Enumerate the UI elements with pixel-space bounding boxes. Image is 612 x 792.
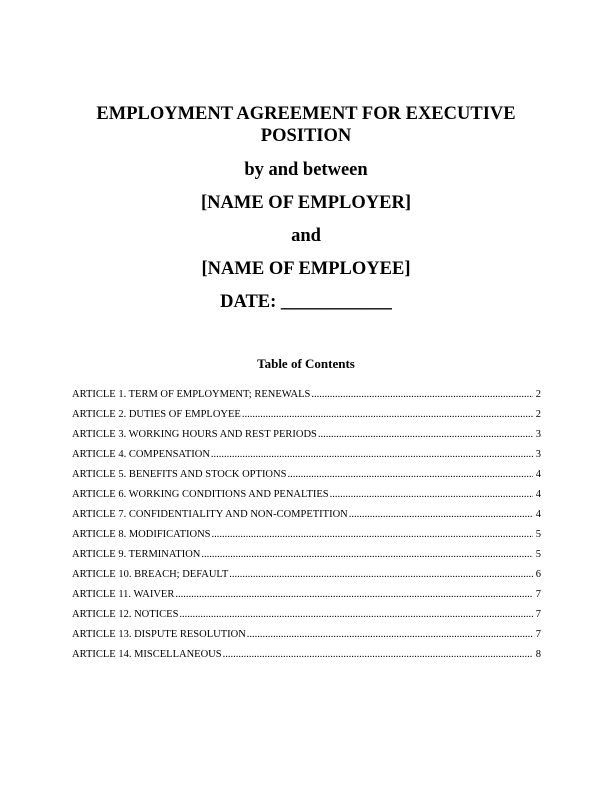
employer-name: [NAME OF EMPLOYER] xyxy=(201,193,411,213)
toc-heading: Table of Contents xyxy=(257,356,355,371)
toc-entry-title: ARTICLE 6. WORKING CONDITIONS AND PENALTIES xyxy=(72,489,329,500)
toc-entry[interactable] xyxy=(72,508,541,528)
toc-entry[interactable] xyxy=(72,448,541,468)
toc-entry[interactable] xyxy=(72,628,541,648)
document-title-line-2: POSITION xyxy=(260,126,352,146)
toc-entry-title: ARTICLE 2. DUTIES OF EMPLOYEE xyxy=(72,409,241,420)
toc-dot-leader xyxy=(223,648,533,662)
by-and-between: by and between xyxy=(244,160,368,180)
toc-entry-title: ARTICLE 14. MISCELLANEOUS xyxy=(72,649,222,660)
toc-entry-page-number: 2 xyxy=(535,409,541,420)
toc-entry[interactable] xyxy=(72,388,541,408)
toc-dot-leader xyxy=(212,528,533,542)
toc-entry-page-number: 5 xyxy=(535,549,541,560)
date-line: DATE: ____________ xyxy=(220,292,392,312)
toc-entry-page-number: 8 xyxy=(535,649,541,660)
toc-entry-page-number: 5 xyxy=(535,529,541,540)
toc-dot-leader xyxy=(287,468,532,482)
toc-entry-page-number: 7 xyxy=(535,589,541,600)
toc-entry[interactable] xyxy=(72,468,541,488)
toc-entry-title: ARTICLE 10. BREACH; DEFAULT xyxy=(72,569,229,580)
and-text: and xyxy=(291,226,321,246)
toc-entry[interactable] xyxy=(72,428,541,448)
toc-dot-leader xyxy=(330,488,533,502)
toc-entry-page-number: 4 xyxy=(535,489,541,500)
toc-dot-leader xyxy=(211,448,533,462)
toc-entry-title: ARTICLE 12. NOTICES xyxy=(72,609,179,620)
toc-entry-page-number: 2 xyxy=(535,389,541,400)
toc-entry-page-number: 3 xyxy=(535,449,541,460)
toc-entry-title: ARTICLE 13. DISPUTE RESOLUTION xyxy=(72,629,246,640)
toc-entry-title: ARTICLE 1. TERM OF EMPLOYMENT; RENEWALS xyxy=(72,389,311,400)
toc-dot-leader xyxy=(179,608,532,622)
toc-entry[interactable] xyxy=(72,648,541,668)
toc-dot-leader xyxy=(242,408,533,422)
toc-entry[interactable] xyxy=(72,568,541,588)
toc-dot-leader xyxy=(311,388,532,402)
toc-entry[interactable] xyxy=(72,588,541,608)
toc-entry-title: ARTICLE 9. TERMINATION xyxy=(72,549,201,560)
toc-dot-leader xyxy=(349,508,533,522)
toc-entry-page-number: 4 xyxy=(535,509,541,520)
table-of-contents xyxy=(72,388,541,668)
toc-entry-page-number: 7 xyxy=(535,609,541,620)
title-block xyxy=(60,103,552,313)
toc-entry-page-number: 3 xyxy=(535,429,541,440)
toc-entry[interactable] xyxy=(72,408,541,428)
document-title-line-1: EMPLOYMENT AGREEMENT FOR EXECUTIVE xyxy=(96,104,516,124)
toc-dot-leader xyxy=(247,628,533,642)
toc-entry-title: ARTICLE 8. MODIFICATIONS xyxy=(72,529,211,540)
toc-entry-title: ARTICLE 3. WORKING HOURS AND REST PERIODS xyxy=(72,429,317,440)
toc-dot-leader xyxy=(201,548,532,562)
toc-entry-title: ARTICLE 4. COMPENSATION xyxy=(72,449,210,460)
toc-entry-title: ARTICLE 7. CONFIDENTIALITY AND NON-COMPETITION xyxy=(72,509,348,520)
toc-entry-page-number: 6 xyxy=(535,569,541,580)
toc-entry-page-number: 7 xyxy=(535,629,541,640)
toc-entry[interactable] xyxy=(72,488,541,508)
toc-entry-title: ARTICLE 5. BENEFITS AND STOCK OPTIONS xyxy=(72,469,287,480)
toc-entry[interactable] xyxy=(72,548,541,568)
toc-dot-leader xyxy=(318,428,533,442)
toc-dot-leader xyxy=(229,568,532,582)
toc-dot-leader xyxy=(175,588,532,602)
toc-entry-title: ARTICLE 11. WAIVER xyxy=(72,589,175,600)
toc-entry[interactable] xyxy=(72,608,541,628)
toc-entry-page-number: 4 xyxy=(535,469,541,480)
toc-entry[interactable] xyxy=(72,528,541,548)
employee-name: [NAME OF EMPLOYEE] xyxy=(201,259,411,279)
